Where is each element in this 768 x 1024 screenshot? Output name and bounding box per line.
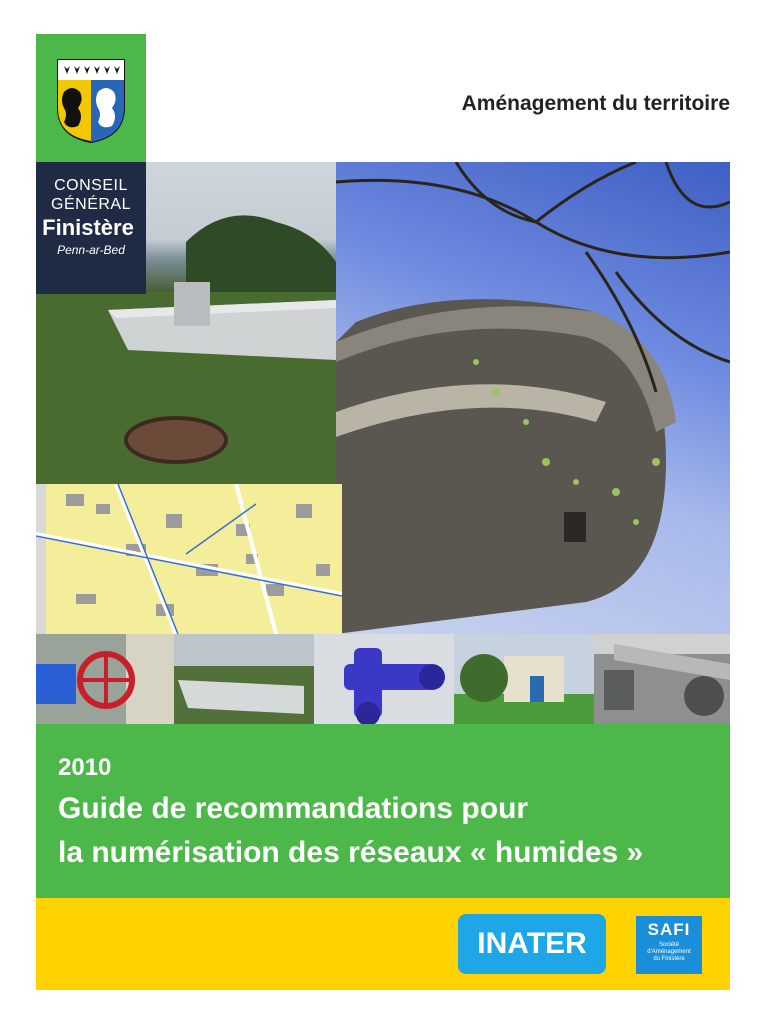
photo-pump-station	[454, 634, 594, 724]
safi-name: SAFI	[647, 920, 691, 939]
safi-subtitle-line1: Société	[658, 942, 679, 948]
photo-strip	[36, 634, 730, 724]
section-title: Aménagement du territoire	[461, 92, 730, 115]
safi-subtitle-line3: du Finistère	[653, 956, 685, 962]
department-name: Finistère	[42, 215, 134, 240]
photo-valve	[36, 634, 174, 724]
department-line1: CONSEIL	[54, 177, 128, 194]
photo-reservoir-small	[174, 634, 314, 724]
photo-machinery	[594, 634, 730, 724]
footer-band	[36, 898, 730, 990]
department-logo	[36, 34, 146, 162]
department-name-block	[36, 162, 146, 294]
safi-subtitle-line2: d'Aménagement	[647, 949, 691, 955]
publication-year: 2010	[58, 754, 112, 781]
title-band	[36, 724, 730, 898]
network-map-screenshot	[36, 484, 342, 634]
safi-subtitle	[636, 942, 702, 963]
department-line2: GÉNÉRAL	[51, 196, 131, 213]
safi-logo	[636, 916, 702, 974]
department-subtitle: Penn-ar-Bed	[57, 243, 125, 257]
document-title-line1: Guide de recommandations pour	[58, 792, 529, 825]
coat-of-arms-icon	[56, 58, 126, 144]
photo-water-tower	[336, 162, 730, 634]
photo-pipe-fitting	[314, 634, 454, 724]
document-title-line2: la numérisation des réseaux « humides »	[58, 836, 644, 869]
inater-logo: INATER	[458, 914, 606, 974]
